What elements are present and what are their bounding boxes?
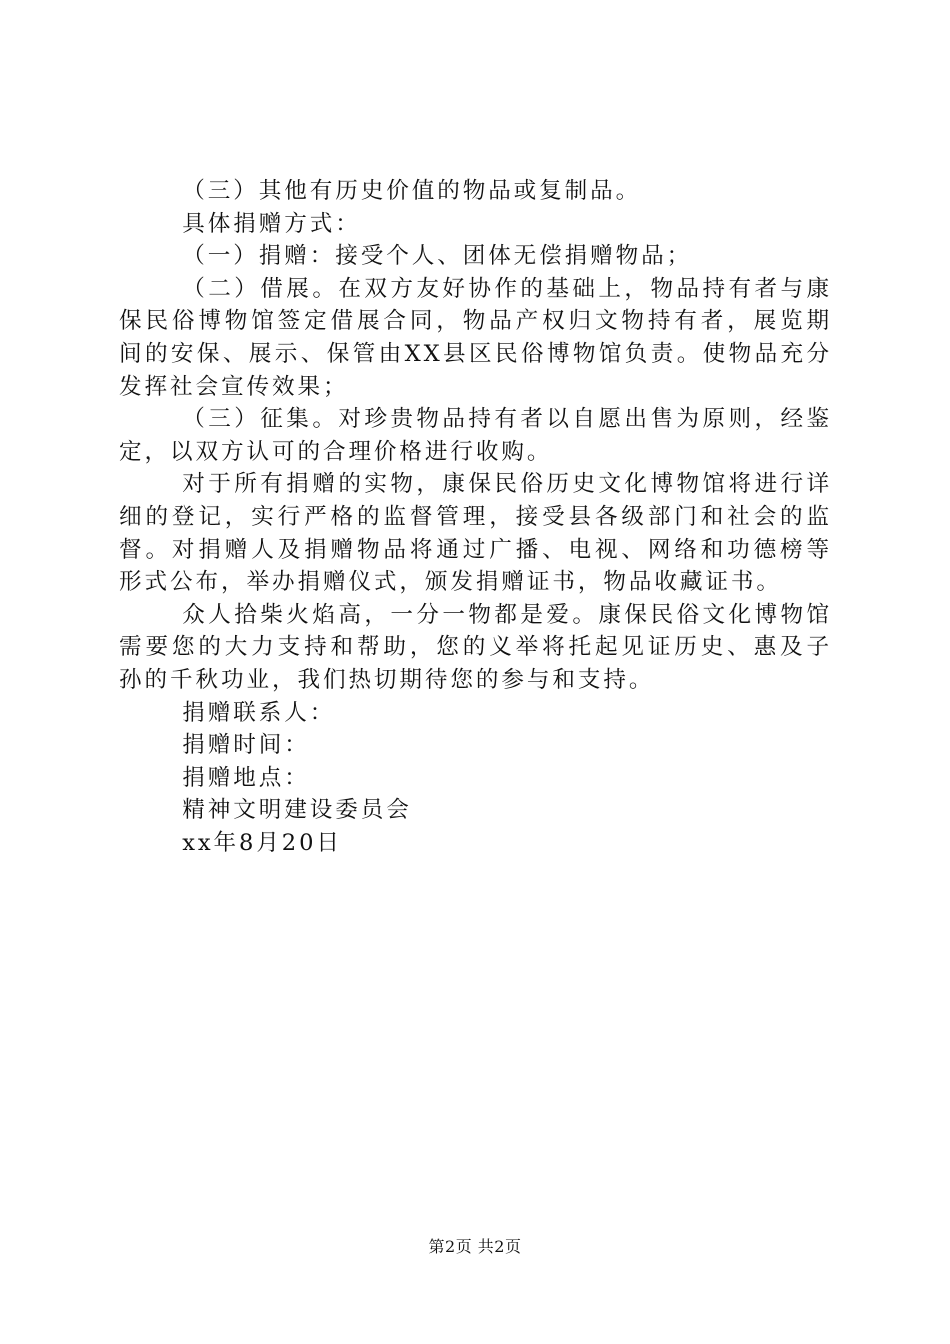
paragraph-other-items: （三）其他有历史价值的物品或复制品。 xyxy=(182,178,642,204)
contact-person-label: 捐赠联系人： xyxy=(182,699,336,726)
paragraph-method-loan: （二）借展。在双方友好协作的基础上，物品持有者与康保民俗博物馆签定借展合同，物品产权归文物持有者，展览期间的安保、展示、保管由XX县区民俗博物馆负责。使物品充分发挥社会宣传效果； xyxy=(119,275,832,400)
paragraph-appeal: 众人拾柴火焰高，一分一物都是爱。康保民俗文化博物馆需要您的大力支持和帮助，您的义举将托起见证历史、惠及子孙的千秋功业，我们热切期待您的参与和支持。 xyxy=(119,601,832,693)
issue-date: xx年8月20日 xyxy=(182,829,342,856)
donation-time-label: 捐赠时间： xyxy=(182,732,310,759)
document-body xyxy=(119,175,832,859)
paragraph-method-collection: （三）征集。对珍贵物品持有者以自愿出售为原则，经鉴定，以双方认可的合理价格进行收购。 xyxy=(119,406,832,465)
donation-location-label: 捐赠地点： xyxy=(182,764,310,791)
paragraph-registration: 对于所有捐赠的实物，康保民俗历史文化博物馆将进行详细的登记，实行严格的监督管理，接受县各级部门和社会的监督。对捐赠人及捐赠物品将通过广播、电视、网络和功德榜等形式公布，举办捐赠仪式，颁发捐赠证书，物品收藏证书。 xyxy=(119,471,832,596)
page-number-footer: 第2页 共2页 xyxy=(428,1237,522,1256)
issuer-name: 精神文明建设委员会 xyxy=(182,797,412,824)
paragraph-method-donation: （一）捐赠：接受个人、团体无偿捐赠物品； xyxy=(182,243,693,270)
paragraph-donation-methods-heading: 具体捐赠方式： xyxy=(182,210,361,237)
